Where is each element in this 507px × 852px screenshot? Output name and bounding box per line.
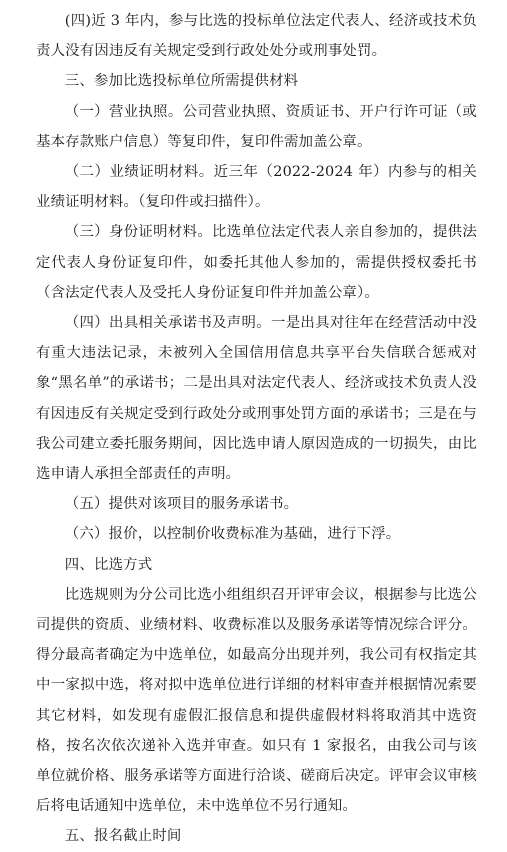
paragraph-performance-proof: （二）业绩证明材料。近三年（2022-2024 年）内参与的相关业绩证明材料。（复印件或扫描件）。 xyxy=(36,164,477,211)
section-heading-selection-method: 四、比选方式 xyxy=(64,556,153,573)
paragraph-identity-proof: （三）身份证明材料。比选单位法定代表人亲自参加的，提供法定代表人身份证复印件，如委托其他人参加的，需提供授权委托书（含法定代表人及受托人身份证复印件并加盖公章）。 xyxy=(36,224,477,301)
paragraph-selection-rules: 比选规则为分公司比选小组组织召开评审会议，根据参与比选公司提供的资质、业绩材料、收费标准以及服务承诺等情况综合评分。得分最高者确定为中选单位，如最高分出现并列，我公司有权指定其中一家拟中选，将对拟中选单位进行详细的材料审查并根据情况索要其它材料，如发现有虚假汇报信息和提供虚假材料将取消其中选资格，按名次依次递补入选并审查。如只有 1 家报名，由我公司与该单位就价格、服务承诺等方面进行洽谈、磋商后决定。评审会议审核后将电话通知中选单位，未中选单位不另行通知。 xyxy=(36,586,477,815)
paragraph-business-license: （一）营业执照。公司营业执照、资质证书、开户行许可证（或基本存款账户信息）等复印件，复印件需加盖公章。 xyxy=(36,103,477,150)
section-heading-deadline: 五、报名截止时间 xyxy=(64,828,182,845)
paragraph-commitment-statement: （四）出具相关承诺书及声明。一是出具对往年在经营活动中没有重大违法记录，未被列入全国信用信息共享平台失信联合惩戒对象“黑名单”的承诺书；二是出具对法定代表人、经济或技术负责人没有因违反有关规定受到行政处分或刑事处罚方面的承诺书；三是在与我公司建立委托服务期间，因比选申请人原因造成的一切损失，由比选申请人承担全部责任的声明。 xyxy=(36,315,477,483)
paragraph-quotation: （六）报价，以控制价收费标准为基础，进行下浮。 xyxy=(64,526,401,543)
section-heading-materials: 三、参加比选投标单位所需提供材料 xyxy=(64,73,299,90)
paragraph-service-commitment: （五）提供对该项目的服务承诺书。 xyxy=(64,496,299,513)
paragraph-qualification-4: (四)近 3 年内，参与比选的投标单位法定代表人、经济或技术负责人没有因违反有关规定受到行政处处分或刑事处罚。 xyxy=(36,13,477,60)
